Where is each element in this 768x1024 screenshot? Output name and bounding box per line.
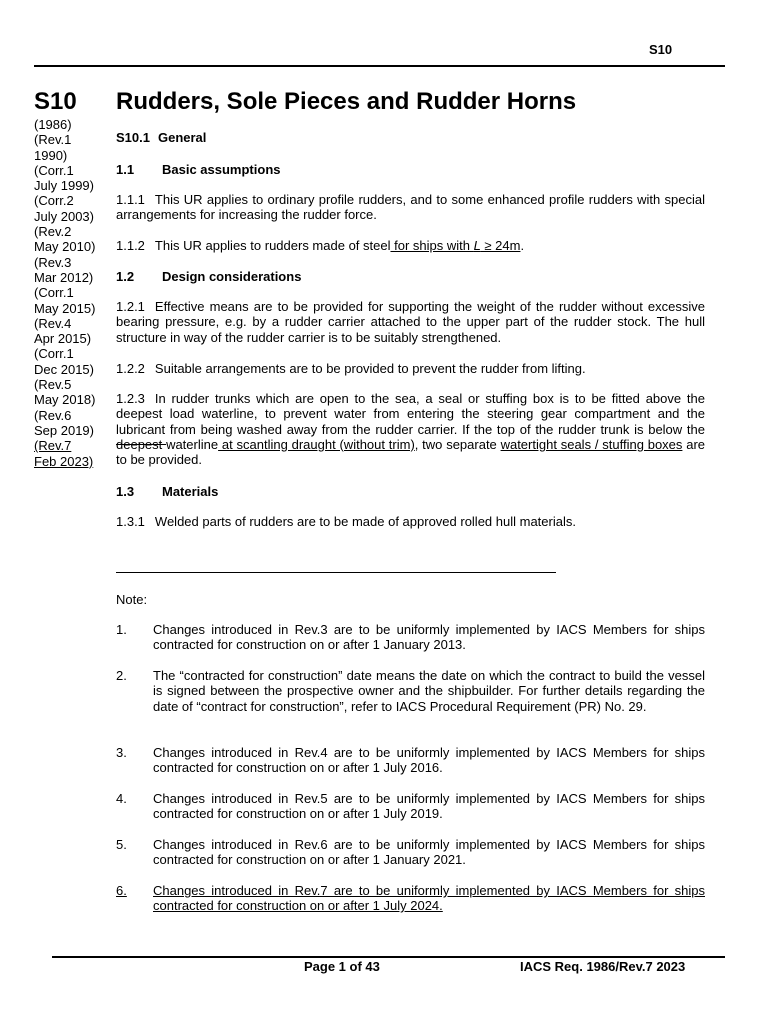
inserted-text: at scantling draught (without trim) bbox=[218, 436, 415, 452]
history-line-current: Feb 2023) bbox=[34, 453, 94, 469]
history-line: May 2015) bbox=[34, 300, 96, 316]
paragraph-text: Welded parts of rudders are to be made of approved rolled hull materials. bbox=[154, 514, 576, 529]
variable-l: L bbox=[473, 238, 481, 253]
history-line: (Rev.5 bbox=[34, 377, 72, 393]
page-number: Page 1 of 43 bbox=[304, 959, 380, 974]
paragraph-text: This UR applies to ordinary profile rudders, and to some enhanced profile rudders with special arrangements for increasing the rudder force. bbox=[116, 192, 705, 223]
note-item bbox=[116, 668, 705, 714]
revision-history bbox=[34, 117, 112, 469]
paragraph-number: 1.1.1 bbox=[116, 192, 145, 207]
history-line: 1990) bbox=[34, 147, 68, 163]
section-heading-1-2 bbox=[116, 269, 705, 284]
section-label: Design considerations bbox=[162, 269, 302, 284]
paragraph-number: 1.2.3 bbox=[116, 391, 145, 406]
header-code: S10 bbox=[649, 42, 673, 57]
history-line: Apr 2015) bbox=[34, 331, 92, 347]
note-text: Changes introduced in Rev.3 are to be uniformly implemented by IACS Members for ships contracted for construction on or after 1 January 2013. bbox=[153, 622, 705, 653]
paragraph-1-1-1 bbox=[116, 192, 705, 223]
footer-reference: IACS Req. 1986/Rev.7 2023 bbox=[520, 959, 686, 974]
paragraph-1-3-1 bbox=[116, 514, 705, 529]
note-number: 3. bbox=[116, 745, 127, 760]
note-number: 5. bbox=[116, 837, 127, 852]
history-line: (Rev.1 bbox=[34, 132, 72, 148]
paragraph-number: 1.2.2 bbox=[116, 361, 145, 376]
note-text: Changes introduced in Rev.6 are to be uniformly implemented by IACS Members for ships contracted for construction on or after 1 January 2021. bbox=[153, 837, 705, 868]
note-text: Changes introduced in Rev.5 are to be uniformly implemented by IACS Members for ships contracted for construction on or after 1 July 2019. bbox=[153, 791, 705, 822]
paragraph-1-2-2 bbox=[116, 361, 705, 376]
section-number: S10.1 bbox=[116, 130, 150, 145]
note-text: Changes introduced in Rev.4 are to be uniformly implemented by IACS Members for ships contracted for construction on or after 1 July 2016. bbox=[153, 745, 705, 776]
history-line: (Rev.4 bbox=[34, 315, 72, 331]
side-code: S10 bbox=[34, 88, 77, 115]
bottom-rule bbox=[52, 956, 725, 958]
note-number: 2. bbox=[116, 668, 127, 683]
history-line: July 1999) bbox=[34, 178, 94, 194]
page-title: Rudders, Sole Pieces and Rudder Horns bbox=[116, 88, 577, 115]
section-label: General bbox=[157, 130, 207, 145]
paragraph-number: 1.2.1 bbox=[116, 299, 145, 314]
history-line: (Corr.1 bbox=[34, 285, 74, 301]
section-heading-1-3 bbox=[116, 484, 705, 499]
paragraph-number: 1.1.2 bbox=[116, 238, 145, 253]
note-number: 4. bbox=[116, 791, 127, 806]
history-line: Dec 2015) bbox=[34, 361, 94, 377]
history-line: May 2010) bbox=[34, 239, 96, 255]
notes-label: Note: bbox=[116, 592, 148, 607]
note-number: 1. bbox=[116, 622, 127, 637]
history-line: (Rev.2 bbox=[34, 224, 72, 240]
history-line-current: (Rev.7 bbox=[34, 438, 72, 454]
note-item-current bbox=[116, 883, 705, 914]
paragraph-text: Effective means are to be provided for supporting the weight of the rudder without excessive bearing pressure, e.g. by a rudder carrier attached to the upper part of the rudder stock. The hull structure in way of the rudder carrier is to be suitably strengthened. bbox=[116, 299, 705, 345]
deleted-text: deepest bbox=[116, 436, 167, 452]
note-text: The “contracted for construction” date means the date on which the contract to build the vessel is signed between the prospective owner and the shipbuilder. For further details regarding the date of “contract for construction”, refer to IACS Procedural Requirement (PR) No. 29. bbox=[153, 668, 705, 714]
note-number: 6. bbox=[116, 883, 127, 898]
history-line: (Corr.2 bbox=[34, 193, 74, 209]
history-line: (1986) bbox=[34, 117, 72, 132]
history-line: May 2018) bbox=[34, 392, 96, 408]
section-number: 1.3 bbox=[116, 484, 135, 499]
footnote-separator bbox=[116, 572, 556, 573]
paragraph-1-2-3: 1.2.3 In rudder trunks which are open to the sea, a seal or stuffing box is to be fitted above the deepest load waterline, to prevent water from entering the steering gear compartment and the lubricant from being washed away from the rudder carrier. If the top of the rudder trunk is below the deepest waterline at scantling draught (without trim), two separate watertight seals / stuffing boxes are to be provided. bbox=[116, 391, 705, 468]
inserted-text: watertight seals / stuffing boxes bbox=[500, 436, 683, 452]
paragraph-number: 1.3.1 bbox=[116, 514, 145, 529]
section-number: 1.1 bbox=[116, 162, 135, 177]
note-text: Changes introduced in Rev.7 are to be uniformly implemented by IACS Members for ships contracted for construction on or after 1 July 2024. bbox=[153, 883, 705, 914]
paragraph-text: Suitable arrangements are to be provided to prevent the rudder from lifting. bbox=[154, 361, 586, 376]
paragraph-1-1-2: 1.1.2 This UR applies to rudders made of steel for ships with L ≥ 24m. bbox=[116, 238, 525, 253]
inserted-text: for ships with L ≥ 24m bbox=[390, 238, 521, 253]
paragraph-1-2-1 bbox=[116, 299, 705, 345]
section-label: Materials bbox=[162, 484, 219, 499]
section-number: 1.2 bbox=[116, 269, 135, 284]
note-item bbox=[116, 837, 705, 868]
note-item bbox=[116, 745, 705, 776]
history-line: Sep 2019) bbox=[34, 422, 94, 438]
paragraph-text: This UR applies to rudders made of steel bbox=[154, 238, 391, 253]
history-line: July 2003) bbox=[34, 208, 94, 224]
section-label: Basic assumptions bbox=[162, 162, 281, 177]
note-item bbox=[116, 791, 705, 822]
paragraph-text: In rudder trunks which are open to the sea, a seal or stuffing box is to be fitted above the deepest load waterline, to prevent water from entering the steering gear compartment and the lubricant from being washed away from the rudder carrier. If the top of the rudder trunk is below the bbox=[116, 391, 705, 437]
history-line: (Rev.6 bbox=[34, 407, 72, 423]
history-line: Mar 2012) bbox=[34, 269, 94, 285]
history-line: (Rev.3 bbox=[34, 254, 72, 270]
history-line: (Corr.1 bbox=[34, 162, 74, 178]
note-item bbox=[116, 622, 705, 653]
top-rule bbox=[34, 65, 725, 67]
history-line: (Corr.1 bbox=[34, 346, 74, 362]
section-heading-s10-1 bbox=[116, 130, 705, 145]
section-heading-1-1 bbox=[116, 162, 705, 177]
